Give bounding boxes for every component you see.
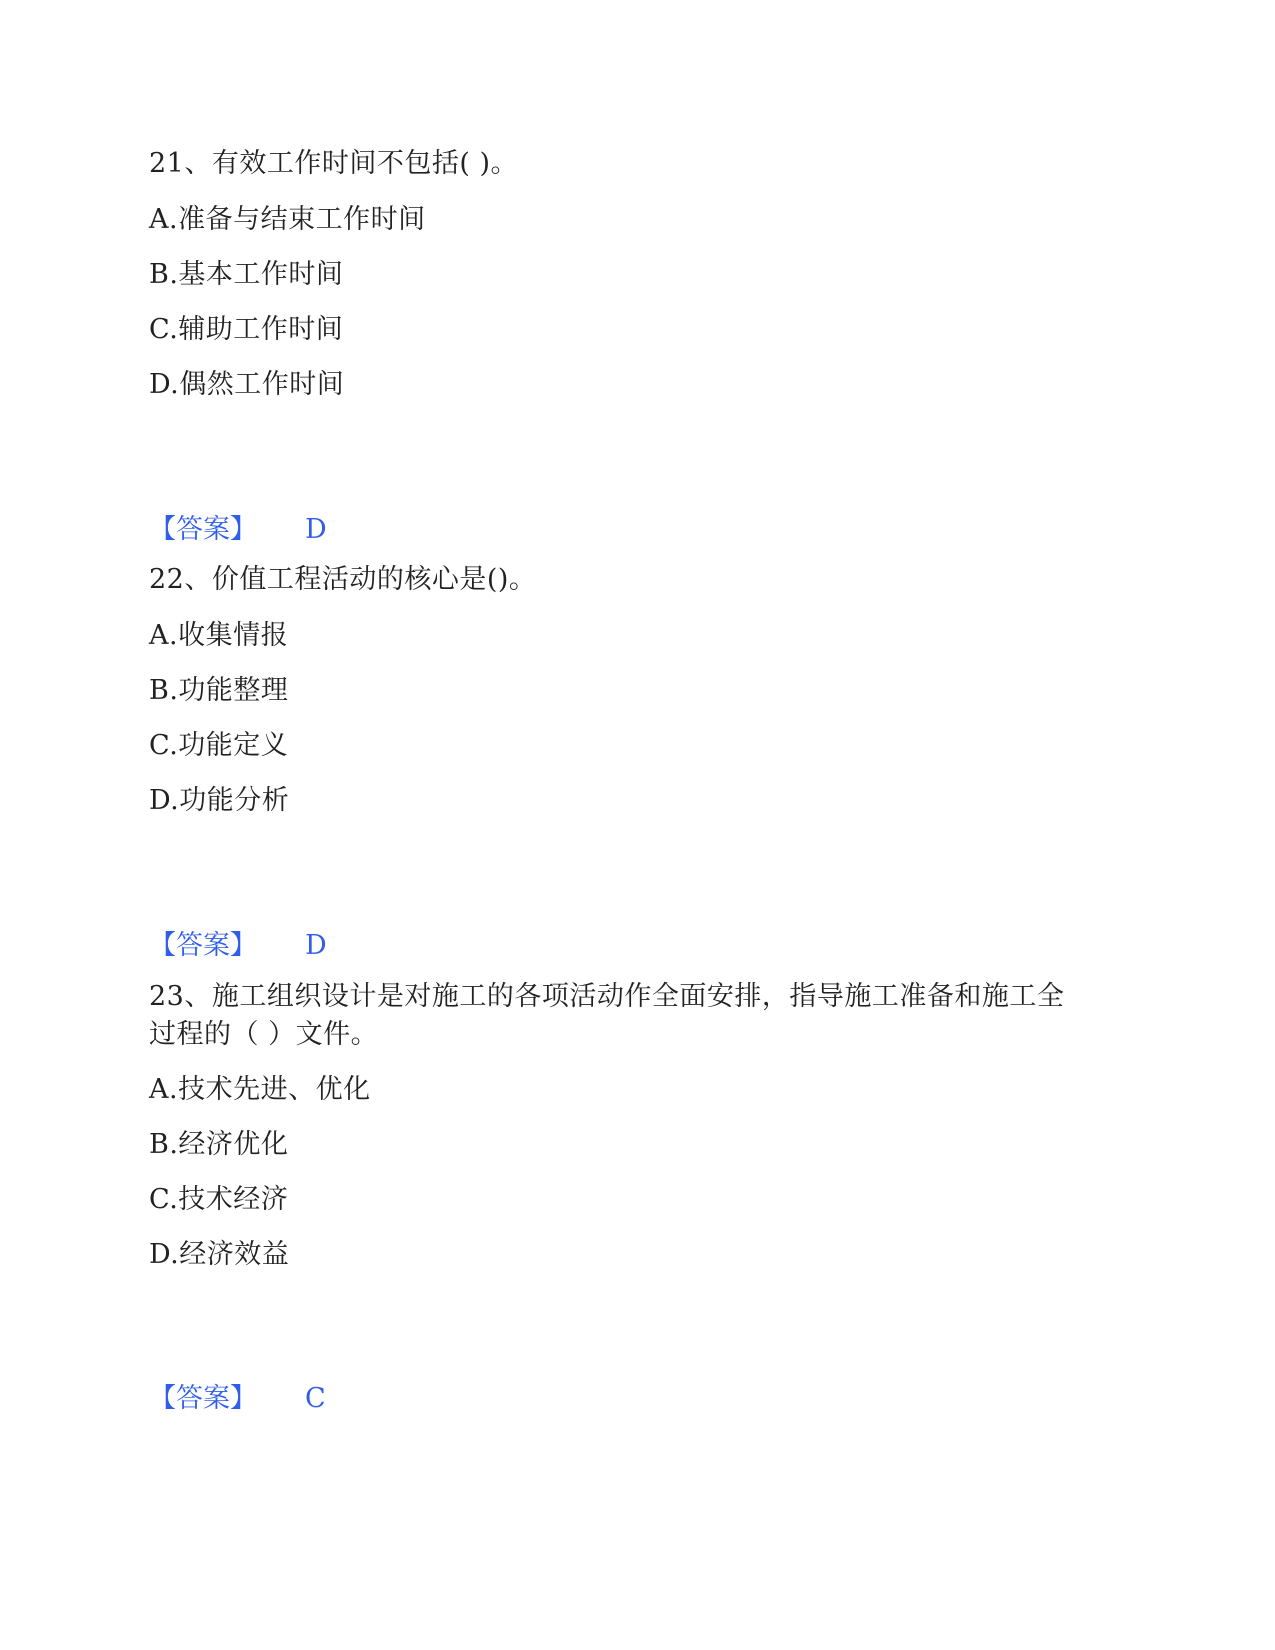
option-a: A.收集情报 (149, 620, 289, 651)
answer-row (149, 1381, 326, 1417)
answer-value: D (305, 930, 327, 961)
option-a: A.技术先进、优化 (149, 1074, 371, 1105)
option-c: C.辅助工作时间 (149, 314, 344, 345)
answer-label: 【答案】 (149, 930, 257, 961)
option-d: D.偶然工作时间 (149, 369, 345, 400)
question-stem-line-2: 过程的（ ）文件。 (149, 1019, 379, 1050)
option-c: C.功能定义 (149, 730, 289, 761)
question-stem: 22、价值工程活动的核心是()。 (149, 564, 537, 595)
answer-label: 【答案】 (149, 514, 257, 545)
answer-value: D (305, 514, 327, 545)
answer-row (149, 928, 327, 964)
answer-label: 【答案】 (149, 1383, 257, 1414)
option-a: A.准备与结束工作时间 (149, 204, 426, 235)
option-b: B.经济优化 (149, 1129, 289, 1160)
option-b: B.基本工作时间 (149, 259, 344, 290)
option-c: C.技术经济 (149, 1184, 289, 1215)
answer-value: C (305, 1383, 326, 1414)
option-d: D.经济效益 (149, 1239, 290, 1270)
answer-row (149, 512, 327, 548)
option-d: D.功能分析 (149, 785, 290, 816)
question-stem-line-1: 23、施工组织设计是对施工的各项活动作全面安排，指导施工准备和施工全 (149, 981, 1065, 1012)
question-stem: 21、有效工作时间不包括( )。 (149, 148, 519, 179)
option-b: B.功能整理 (149, 675, 289, 706)
